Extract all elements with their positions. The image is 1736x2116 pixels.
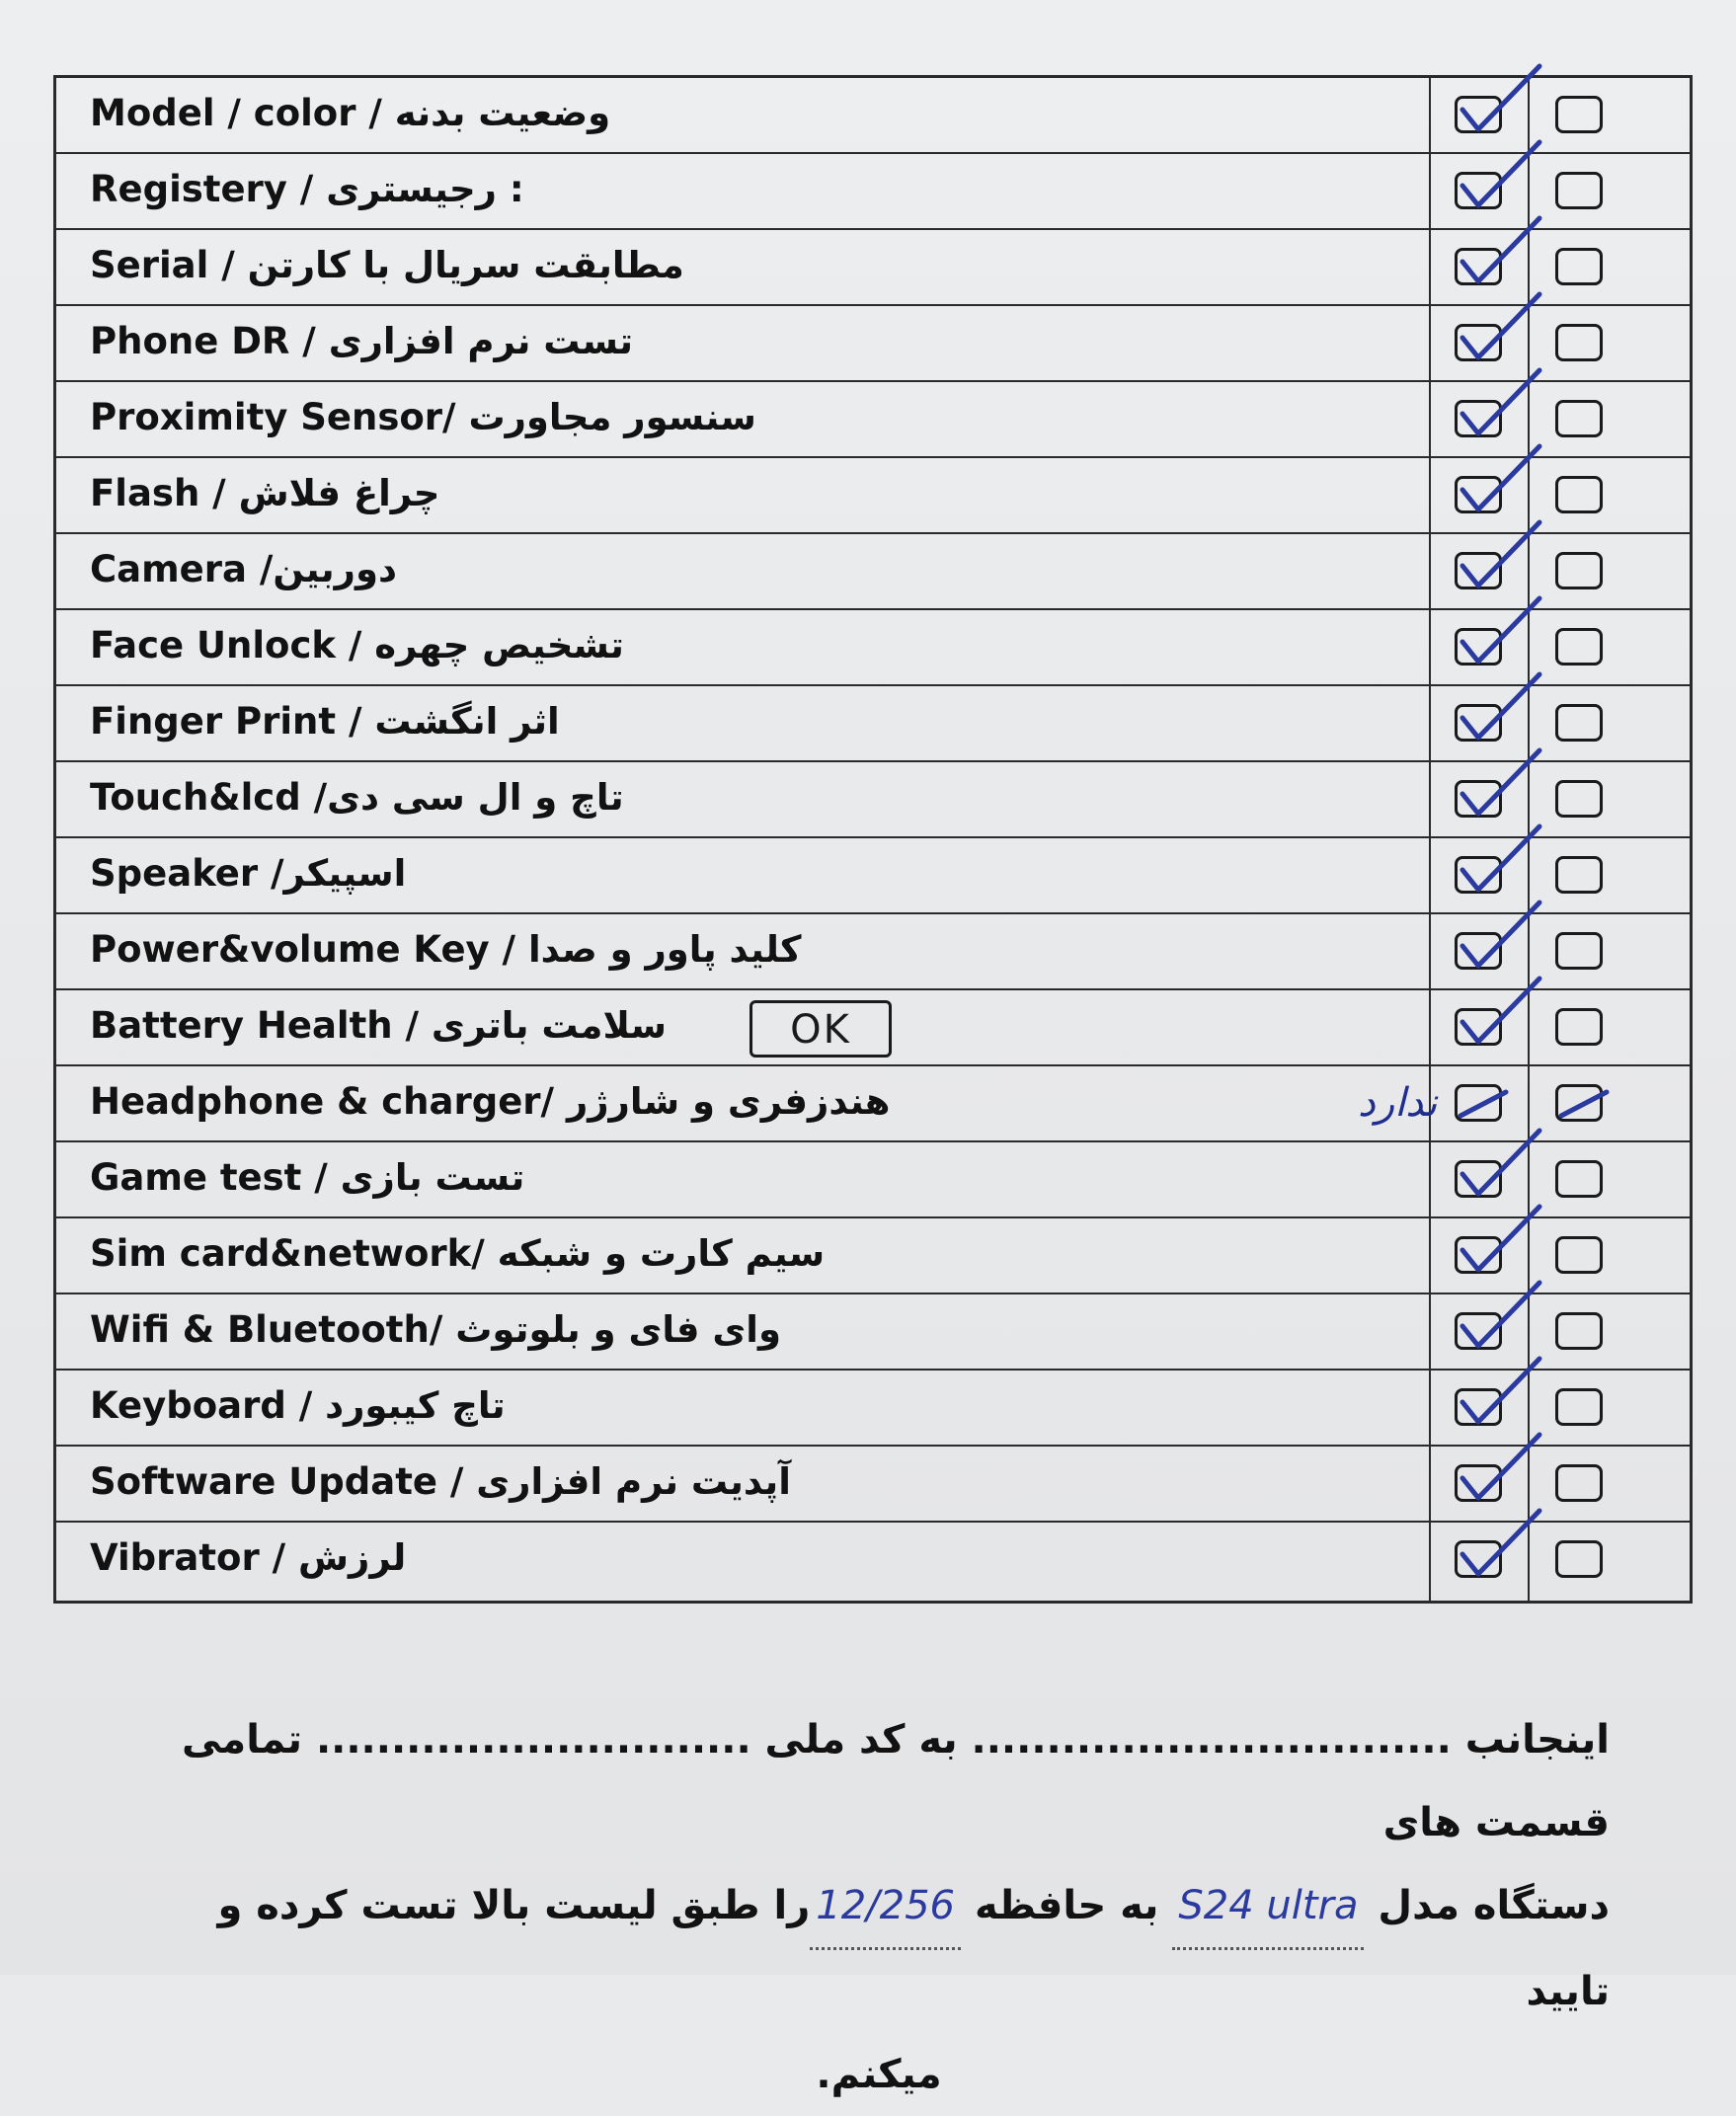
checklist-row	[56, 762, 1690, 838]
model-field[interactable]: S24 ultra	[1172, 1864, 1364, 1950]
checkbox-col-a[interactable]	[1455, 96, 1502, 133]
memory-field[interactable]: 12/256	[810, 1864, 961, 1950]
checklist-item-label: Game test / تست بازی	[90, 1156, 525, 1199]
checklist-item-label: Serial / مطابقت سریال با کارتن	[90, 244, 684, 286]
checkbox-col-b[interactable]	[1555, 704, 1603, 742]
checklist-row	[56, 154, 1690, 230]
checklist-row	[56, 914, 1690, 990]
handwritten-side-note: ندارد	[1358, 1080, 1438, 1126]
checkbox-col-b[interactable]	[1555, 96, 1603, 133]
checklist-row	[56, 838, 1690, 914]
checklist-row	[56, 382, 1690, 458]
checkbox-col-b[interactable]	[1555, 856, 1603, 894]
checkbox-col-a[interactable]	[1455, 932, 1502, 970]
checkbox-col-a[interactable]	[1455, 172, 1502, 209]
checkbox-col-a[interactable]	[1455, 704, 1502, 742]
checklist-item-label: Headphone & charger/ هندزفری و شارژر	[90, 1080, 891, 1123]
battery-note-text: OK	[790, 1007, 851, 1053]
declaration-line-2-mid: به حافظه	[974, 1883, 1159, 1928]
checkbox-col-a[interactable]	[1455, 476, 1502, 513]
checkbox-col-a[interactable]	[1455, 1084, 1502, 1122]
checklist-row	[56, 1142, 1690, 1218]
battery-note-box[interactable]	[750, 1000, 892, 1058]
checklist-row	[56, 306, 1690, 382]
checklist-item-label: Speaker /اسپیکر	[90, 852, 407, 895]
checkbox-col-b[interactable]	[1555, 628, 1603, 666]
checkbox-col-b[interactable]	[1555, 476, 1603, 513]
checklist-row	[56, 610, 1690, 686]
checkbox-col-b[interactable]	[1555, 400, 1603, 437]
checkbox-col-b[interactable]	[1555, 172, 1603, 209]
checkbox-col-b[interactable]	[1555, 1008, 1603, 1046]
declaration-paragraph	[148, 1698, 1610, 2116]
checklist-row	[56, 230, 1690, 306]
checkbox-col-b[interactable]	[1555, 1236, 1603, 1274]
checkbox-col-b[interactable]	[1555, 1388, 1603, 1426]
checkbox-col-a[interactable]	[1455, 1008, 1502, 1046]
checkbox-col-a[interactable]	[1455, 324, 1502, 361]
checklist-item-label: Keyboard / تاچ کیبورد	[90, 1384, 506, 1427]
checklist-item-label: Model / color / وضعیت بدنه	[90, 92, 611, 134]
checklist-item-label: Vibrator / لرزش	[90, 1536, 407, 1579]
checklist-item-label: Registery / رجیستری :	[90, 168, 524, 210]
checklist-item-label: Power&volume Key / کلید پاور و صدا	[90, 928, 802, 971]
declaration-line-1: اینجانب ................................ به کد ملی ............................. تمامی قسمت های	[181, 1717, 1610, 1845]
checkbox-col-b[interactable]	[1555, 1160, 1603, 1198]
checklist-item-label: Sim card&network/ سیم کارت و شبکه	[90, 1232, 826, 1275]
checkbox-col-b[interactable]	[1555, 1084, 1603, 1122]
checklist-item-label: Camera /دوربین	[90, 548, 397, 590]
declaration-line-2-prefix: دستگاه مدل	[1378, 1883, 1610, 1928]
checklist-item-label: Touch&lcd /تاچ و ال سی دی	[90, 776, 624, 819]
checkbox-col-a[interactable]	[1455, 1540, 1502, 1578]
checklist-row	[56, 1066, 1690, 1142]
checkbox-col-a[interactable]	[1455, 1312, 1502, 1350]
checkbox-col-b[interactable]	[1555, 932, 1603, 970]
checklist-table	[53, 75, 1693, 1604]
declaration-line-3: میکنم.	[816, 2052, 942, 2097]
checkbox-col-a[interactable]	[1455, 1464, 1502, 1502]
checklist-item-label: Flash / چراغ فلاش	[90, 472, 440, 514]
checkbox-col-a[interactable]	[1455, 780, 1502, 818]
checkbox-col-b[interactable]	[1555, 780, 1603, 818]
checkbox-col-b[interactable]	[1555, 1464, 1603, 1502]
checkbox-col-a[interactable]	[1455, 628, 1502, 666]
checkbox-col-a[interactable]	[1455, 248, 1502, 285]
checklist-item-label: Proximity Sensor/ سنسور مجاورت	[90, 396, 756, 438]
checklist-row	[56, 1523, 1690, 1599]
checkbox-col-a[interactable]	[1455, 1388, 1502, 1426]
checkbox-col-a[interactable]	[1455, 856, 1502, 894]
checklist-row	[56, 534, 1690, 610]
checklist-item-label: Software Update / آپدیت نرم افزاری	[90, 1460, 791, 1503]
checklist-row	[56, 1294, 1690, 1371]
checklist-row	[56, 458, 1690, 534]
checklist-item-label: Wifi & Bluetooth/ وای فای و بلوتوث	[90, 1308, 781, 1351]
checklist-row	[56, 1218, 1690, 1294]
declaration-line-2-suffix: را طبق لیست بالا تست کرده و تایید	[217, 1883, 1610, 2014]
checklist-row	[56, 1447, 1690, 1523]
checklist-row	[56, 686, 1690, 762]
checklist-row	[56, 1371, 1690, 1447]
checkbox-col-a[interactable]	[1455, 1160, 1502, 1198]
checkbox-col-b[interactable]	[1555, 552, 1603, 589]
checklist-row	[56, 990, 1690, 1066]
checklist-item-label: Phone DR / تست نرم افزاری	[90, 320, 634, 362]
checkbox-col-a[interactable]	[1455, 1236, 1502, 1274]
checklist-item-label: Battery Health / سلامت باتری	[90, 1004, 667, 1047]
checkbox-col-b[interactable]	[1555, 1540, 1603, 1578]
checkbox-col-a[interactable]	[1455, 400, 1502, 437]
checklist-row	[56, 78, 1690, 154]
checkbox-col-b[interactable]	[1555, 248, 1603, 285]
checklist-item-label: Face Unlock / تشخیص چهره	[90, 624, 624, 666]
checkbox-col-b[interactable]	[1555, 1312, 1603, 1350]
checkbox-col-b[interactable]	[1555, 324, 1603, 361]
checkbox-col-a[interactable]	[1455, 552, 1502, 589]
checklist-item-label: Finger Print / اثر انگشت	[90, 700, 560, 743]
